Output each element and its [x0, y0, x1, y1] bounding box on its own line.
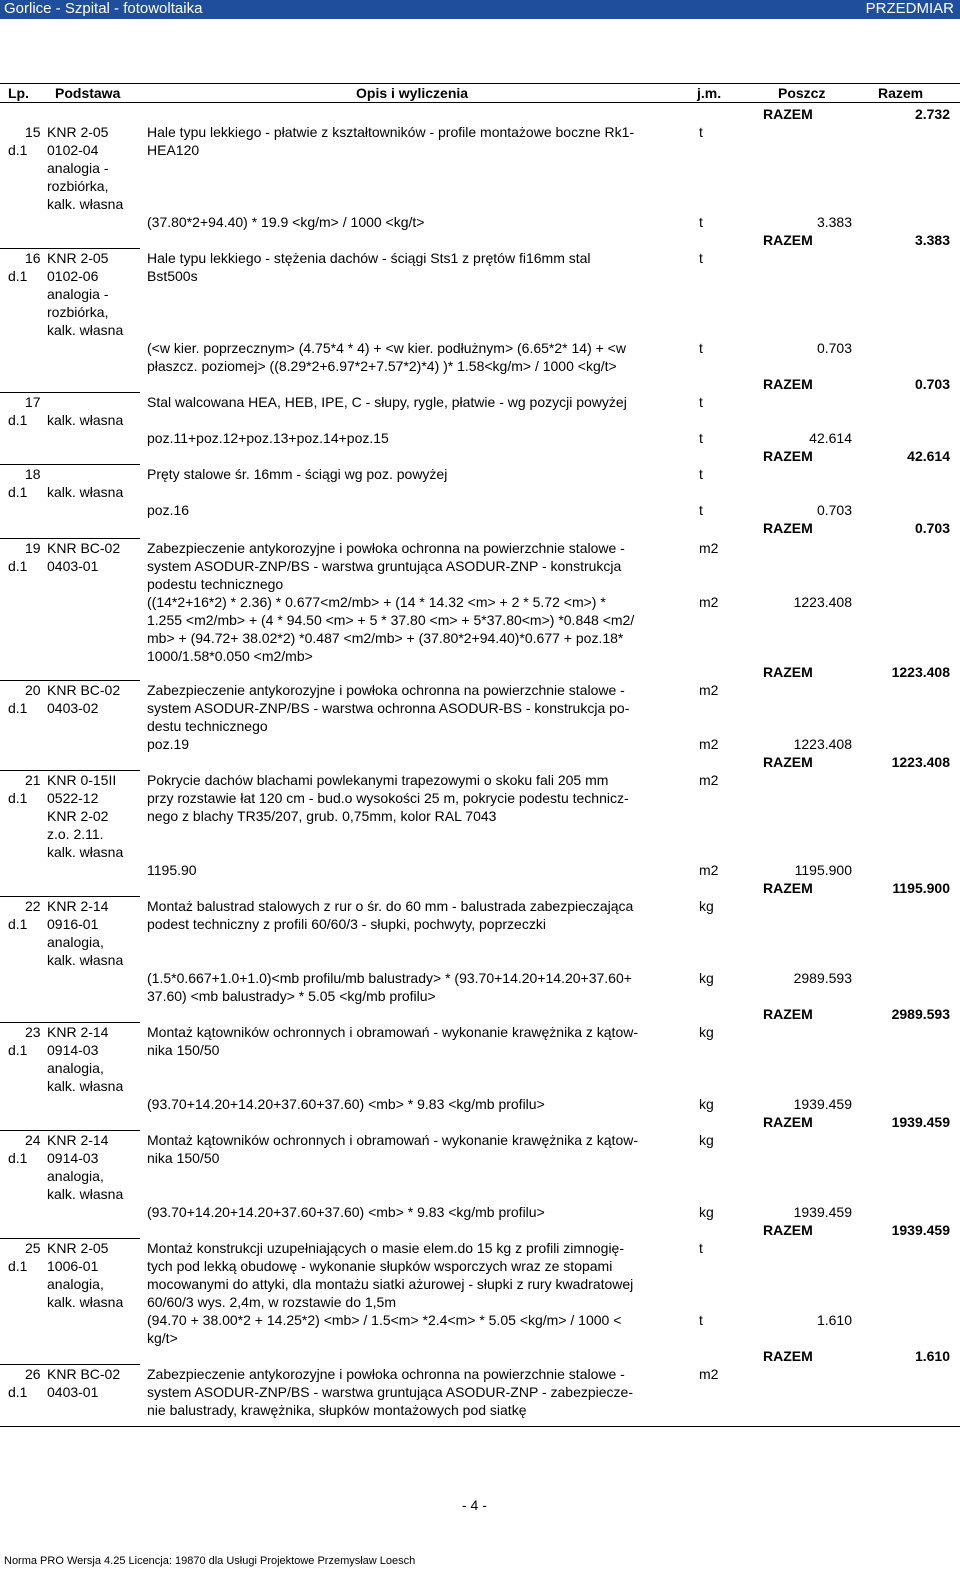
razem-label: RAZEM	[763, 232, 813, 248]
row-calculation: kg/t>	[147, 1330, 178, 1346]
row-separator	[0, 1022, 140, 1023]
row-calculation: (<w kier. poprzecznym> (4.75*4 * 4) + <w kier. podłużnym> (6.65*2* 14) + <w	[147, 340, 626, 356]
row-unit: t	[699, 466, 703, 482]
row-podstawa: KNR 2-14	[47, 1024, 109, 1040]
row-lp: d.1	[8, 412, 28, 428]
row-description: system ASODUR-ZNP/BS - warstwa gruntująca ASODUR-ZNP - konstrukcja	[147, 558, 622, 574]
razem-label: RAZEM	[763, 1348, 813, 1364]
row-description: Hale typu lekkiego - płatwie z kształtowników - profile montażowe boczne Rk1-	[147, 124, 635, 140]
row-description: Montaż kątowników ochronnych i obramowań - wykonanie krawężnika z kątow-	[147, 1132, 638, 1148]
row-description: Zabezpieczenie antykorozyjne i powłoka ochronna na powierzchnie stalowe -	[147, 1366, 625, 1382]
row-lp: 18	[25, 466, 41, 482]
row-podstawa: KNR 2-14	[47, 1132, 109, 1148]
row-calculation: poz.11+poz.12+poz.13+poz.14+poz.15	[147, 430, 389, 446]
row-separator	[0, 1130, 140, 1131]
row-separator	[0, 1238, 140, 1239]
row-unit: t	[699, 124, 703, 140]
row-unit: t	[699, 394, 703, 410]
row-description: tych pod lekką obudowę - wykonanie słupków wsporczych wraz ze stopami	[147, 1258, 613, 1274]
row-unit: kg	[699, 898, 714, 914]
razem-value: 1223.408	[891, 754, 950, 770]
razem-label: RAZEM	[763, 754, 813, 770]
row-calculation: (1.5*0.667+1.0+1.0)<mb profilu/mb balustrady> * (93.70+14.20+14.20+37.60+	[147, 970, 632, 986]
row-lp: d.1	[8, 790, 28, 806]
razem-label: RAZEM	[763, 1006, 813, 1022]
footer-license: Norma PRO Wersja 4.25 Licencja: 19870 dla Usługi Projektowe Przemysław Loesch	[4, 1555, 416, 1567]
row-podstawa: kalk. własna	[47, 1186, 124, 1202]
razem-value: 2989.593	[891, 1006, 950, 1022]
row-lp: d.1	[8, 268, 28, 284]
row-description: Pręty stalowe śr. 16mm - ściągi wg poz. powyżej	[147, 466, 448, 482]
row-separator	[0, 392, 140, 393]
row-lp: 20	[25, 682, 41, 698]
row-description: Zabezpieczenie antykorozyjne i powłoka ochronna na powierzchnie stalowe -	[147, 540, 625, 556]
razem-value: 1939.459	[891, 1114, 950, 1130]
row-calc-unit: m2	[699, 736, 719, 752]
row-calculation: poz.19	[147, 736, 190, 752]
row-podstawa: 0914-03	[47, 1150, 99, 1166]
razem-value: 2.732	[914, 106, 950, 122]
row-calc-value: 2989.593	[793, 970, 852, 986]
row-lp: d.1	[8, 916, 28, 932]
row-description: system ASODUR-ZNP/BS - warstwa ochronna ASODUR-BS - konstrukcja po-	[147, 700, 630, 716]
row-unit: m2	[699, 772, 719, 788]
row-podstawa: 0102-04	[47, 142, 99, 158]
row-podstawa: analogia -	[47, 160, 109, 176]
row-podstawa: 0916-01	[47, 916, 99, 932]
row-description: Pokrycie dachów blachami powlekanymi trapezowymi o skoku fali 205 mm	[147, 772, 609, 788]
row-podstawa: KNR 2-05	[47, 124, 109, 140]
row-podstawa: rozbiórka,	[47, 178, 109, 194]
row-podstawa: kalk. własna	[47, 196, 124, 212]
razem-value: 0.703	[914, 520, 950, 536]
row-description: destu technicznego	[147, 718, 268, 734]
row-description: Montaż balustrad stalowych z rur o śr. do 60 mm - balustrada zabezpieczająca	[147, 898, 634, 914]
row-calculation: ((14*2+16*2) * 2.36) * 0.677<m2/mb> + (14 * 14.32 <m> + 2 * 5.72 <m>) *	[147, 594, 606, 610]
row-calc-value: 1.610	[816, 1312, 852, 1328]
row-lp: d.1	[8, 700, 28, 716]
row-separator	[0, 770, 140, 771]
row-podstawa: 0403-01	[47, 1384, 99, 1400]
row-calc-unit: t	[699, 430, 703, 446]
row-description: Zabezpieczenie antykorozyjne i powłoka ochronna na powierzchnie stalowe -	[147, 682, 625, 698]
row-separator	[0, 248, 140, 249]
row-description: Stal walcowana HEA, HEB, IPE, C - słupy, rygle, płatwie - wg pozycji powyżej	[147, 394, 627, 410]
row-description: podest techniczny z profili 60/60/3 - słupki, pochwyty, poprzeczki	[147, 916, 546, 932]
row-calc-unit: kg	[699, 1096, 714, 1112]
razem-label: RAZEM	[763, 880, 813, 896]
row-podstawa: analogia,	[47, 934, 104, 950]
row-calc-value: 42.614	[809, 430, 852, 446]
row-description: Hale typu lekkiego - stężenia dachów - ściągi Sts1 z prętów fi16mm stal	[147, 250, 591, 266]
row-podstawa: kalk. własna	[47, 484, 124, 500]
row-description: system ASODUR-ZNP/BS - warstwa gruntująca ASODUR-ZNP - zabezpiecze-	[147, 1384, 633, 1400]
row-calculation: (94.70 + 38.00*2 + 14.25*2) <mb> / 1.5<m> *2.4<m> * 5.05 <kg/m> / 1000 <	[147, 1312, 622, 1328]
row-podstawa: kalk. własna	[47, 1078, 124, 1094]
row-calc-unit: t	[699, 1312, 703, 1328]
col-opis: Opis i wyliczenia	[356, 85, 469, 101]
row-calculation: mb> + (94.72+ 38.02*2) *0.487 <m2/mb> + (37.80*2+94.40)*0.677 + poz.18*	[147, 630, 624, 646]
razem-label: RAZEM	[763, 376, 813, 392]
row-calculation: płaszcz. poziomej> ((8.29*2+6.97*2+7.57*2)*4) )* 1.58<kg/m> / 1000 <kg/t>	[147, 358, 617, 374]
row-calc-value: 0.703	[816, 502, 852, 518]
row-podstawa: 0403-01	[47, 558, 99, 574]
row-lp: d.1	[8, 142, 28, 158]
razem-label: RAZEM	[763, 520, 813, 536]
row-description: Bst500s	[147, 268, 198, 284]
row-description: Montaż kątowników ochronnych i obramowań - wykonanie krawężnika z kątow-	[147, 1024, 638, 1040]
row-separator	[0, 464, 140, 465]
row-calc-unit: t	[699, 502, 703, 518]
row-podstawa: KNR 2-14	[47, 898, 109, 914]
razem-label: RAZEM	[763, 664, 813, 680]
row-unit: kg	[699, 1132, 714, 1148]
row-description: HEA120	[147, 142, 200, 158]
row-lp: 22	[25, 898, 41, 914]
row-lp: d.1	[8, 1258, 28, 1274]
header-rule-bottom	[0, 102, 960, 103]
row-lp: d.1	[8, 558, 28, 574]
razem-value: 1939.459	[891, 1222, 950, 1238]
razem-value: 0.703	[914, 376, 950, 392]
row-lp: d.1	[8, 1042, 28, 1058]
row-calculation: 37.60) <mb balustrady> * 5.05 <kg/mb profilu>	[147, 988, 436, 1004]
row-calc-unit: t	[699, 214, 703, 230]
row-calc-unit: m2	[699, 594, 719, 610]
row-description: mocowanymi do attyki, dla montażu siatki ażurowej - słupki z rury kwadratowej	[147, 1276, 634, 1292]
row-calculation: 1195.90	[147, 862, 197, 878]
col-poszcz: Poszcz	[778, 85, 826, 101]
row-description: nika 150/50	[147, 1042, 220, 1058]
row-calc-unit: kg	[699, 970, 714, 986]
row-podstawa: KNR BC-02	[47, 682, 121, 698]
row-lp: d.1	[8, 484, 28, 500]
header-project-title: Gorlice - Szpital - fotowoltaika	[4, 0, 203, 17]
row-separator	[0, 538, 140, 539]
row-lp: 16	[25, 250, 41, 266]
row-podstawa: KNR 2-02	[47, 808, 109, 824]
row-podstawa: kalk. własna	[47, 1294, 124, 1310]
row-podstawa: kalk. własna	[47, 952, 124, 968]
row-separator	[0, 1364, 140, 1365]
row-podstawa: analogia,	[47, 1276, 104, 1292]
row-lp: 26	[25, 1366, 41, 1382]
razem-value: 3.383	[914, 232, 950, 248]
row-description: nego z blachy TR35/207, grub. 0,75mm, kolor RAL 7043	[147, 808, 497, 824]
row-podstawa: kalk. własna	[47, 322, 124, 338]
col-podstawa: Podstawa	[55, 85, 121, 101]
row-description: nie balustrady, krawężnika, słupków montażowych pod siatkę	[147, 1402, 527, 1418]
row-calculation: 1000/1.58*0.050 <m2/mb>	[147, 648, 313, 664]
row-calc-value: 1939.459	[793, 1096, 852, 1112]
row-lp: 17	[25, 394, 41, 410]
row-podstawa: analogia,	[47, 1168, 104, 1184]
row-calc-value: 1195.900	[794, 862, 852, 878]
row-calculation: 1.255 <m2/mb> + (4 * 94.50 <m> + 5 * 37.80 <m> + 5*37.80<m>) *0.848 <m2/	[147, 612, 635, 628]
row-separator	[0, 680, 140, 681]
row-lp: d.1	[8, 1150, 28, 1166]
row-podstawa: 0403-02	[47, 700, 99, 716]
row-podstawa: KNR BC-02	[47, 540, 121, 556]
page-number: - 4 -	[462, 1497, 487, 1513]
row-lp: d.1	[8, 1384, 28, 1400]
razem-label: RAZEM	[763, 448, 813, 464]
row-podstawa: z.o. 2.11.	[47, 826, 104, 842]
row-unit: t	[699, 1240, 703, 1256]
row-calc-value: 1223.408	[793, 736, 852, 752]
row-calc-value: 3.383	[816, 214, 852, 230]
razem-label: RAZEM	[763, 1114, 813, 1130]
row-description: 60/60/3 wys. 2,4m, w rozstawie do 1,5m	[147, 1294, 396, 1310]
table-bottom-rule	[0, 1426, 960, 1427]
row-podstawa: KNR 0-15II	[47, 772, 117, 788]
row-calc-unit: t	[699, 340, 703, 356]
razem-value: 1223.408	[891, 664, 950, 680]
row-podstawa: analogia -	[47, 286, 109, 302]
row-description: nika 150/50	[147, 1150, 220, 1166]
row-lp: 23	[25, 1024, 41, 1040]
header-doc-type: PRZEDMIAR	[865, 0, 954, 17]
razem-label: RAZEM	[763, 106, 813, 122]
row-podstawa: 0102-06	[47, 268, 99, 284]
row-lp: 25	[25, 1240, 41, 1256]
row-lp: 19	[25, 540, 41, 556]
razem-value: 42.614	[907, 448, 950, 464]
razem-value: 1.610	[914, 1348, 950, 1364]
razem-label: RAZEM	[763, 1222, 813, 1238]
row-podstawa: kalk. własna	[47, 844, 124, 860]
row-podstawa: kalk. własna	[47, 412, 124, 428]
row-calculation: (93.70+14.20+14.20+37.60+37.60) <mb> * 9.83 <kg/mb profilu>	[147, 1096, 545, 1112]
row-description: przy rozstawie łat 120 cm - bud.o wysokości 25 m, pokrycie podestu technicz-	[147, 790, 629, 806]
razem-value: 1195.900	[892, 880, 950, 896]
row-lp: 24	[25, 1132, 41, 1148]
row-podstawa: analogia,	[47, 1060, 104, 1076]
row-description: podestu technicznego	[147, 576, 284, 592]
row-lp: 15	[25, 124, 41, 140]
row-calc-value: 1223.408	[793, 594, 852, 610]
row-podstawa: 0522-12	[47, 790, 99, 806]
row-unit: m2	[699, 1366, 719, 1382]
col-jm: j.m.	[697, 85, 722, 101]
row-calc-unit: kg	[699, 1204, 714, 1220]
page-header	[0, 0, 960, 19]
row-podstawa: rozbiórka,	[47, 304, 109, 320]
row-unit: m2	[699, 682, 719, 698]
row-calc-value: 1939.459	[793, 1204, 852, 1220]
row-podstawa: KNR 2-05	[47, 250, 109, 266]
row-calc-value: 0.703	[816, 340, 852, 356]
row-calculation: poz.16	[147, 502, 190, 518]
header-rule-top	[0, 83, 960, 84]
row-lp: 21	[25, 772, 41, 788]
row-calculation: (93.70+14.20+14.20+37.60+37.60) <mb> * 9.83 <kg/mb profilu>	[147, 1204, 545, 1220]
row-podstawa: KNR BC-02	[47, 1366, 121, 1382]
row-podstawa: 0914-03	[47, 1042, 99, 1058]
row-separator	[0, 896, 140, 897]
col-lp: Lp.	[8, 85, 29, 101]
row-calculation: (37.80*2+94.40) * 19.9 <kg/m> / 1000 <kg/t>	[147, 214, 425, 230]
row-unit: m2	[699, 540, 719, 556]
row-unit: t	[699, 250, 703, 266]
row-podstawa: KNR 2-05	[47, 1240, 109, 1256]
row-calc-unit: m2	[699, 862, 719, 878]
row-podstawa: 1006-01	[47, 1258, 99, 1274]
row-description: Montaż konstrukcji uzupełniających o masie elem.do 15 kg z profili zimnogię-	[147, 1240, 624, 1256]
col-razem: Razem	[878, 85, 924, 101]
row-unit: kg	[699, 1024, 714, 1040]
